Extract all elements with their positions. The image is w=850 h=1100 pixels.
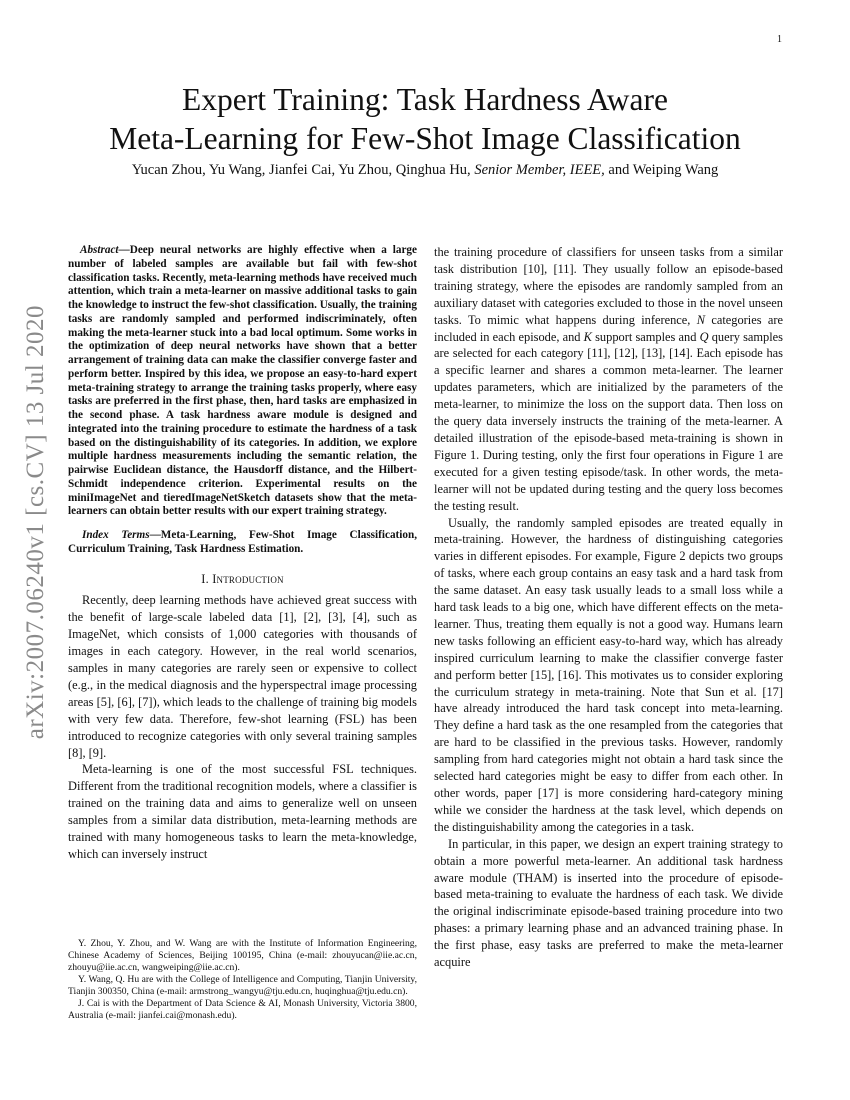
intro-p1-number: 1,000 (228, 627, 257, 642)
abstract-text: —Deep neural networks are highly effective when a large number of labeled samples are available but fail with few-shot classification tasks. Recently, meta-learning methods have received much attention, which train a meta-learner on massive additional tasks to gain the knowledge to instruct the few-shot classification. Usually, the training tasks are randomly sampled and performed indiscriminately, often making the meta-learner stuck into a bad local optimum. Some works in the optimization of deep neural networks have shown that a better arrangement of training data can make the classifier converge faster and perform better. Inspired by this idea, we propose an easy-to-hard expert meta-training strategy to arrange the training tasks properly, where easy tasks are preferred in the first phase, then, hard tasks are emphasized in the second phase. A task hardness aware module is designed and integrated into the training procedure to estimate the hardness of a task based on the distinguishability of its categories. In addition, we explore multiple hardness measurements including the semantic relation, the pairwise Euclidean distance, the Hausdorff distance, and the Hilbert-Schmidt independence criterion. Experimental results on the miniImageNet and tieredImageNetSketch datasets show that the meta-learners can obtain better results with our expert training strategy. (68, 244, 417, 518)
section-heading-introduction (68, 571, 417, 588)
right-p1-text-a: the training procedure of classifiers for unseen tasks from a similar task distribution [10], [11]. They usually follow an episode-based training strategy, where the episodes are randomly sampled from an auxiliary dataset with categories excluded to those in the novel unseen tasks. To mimic what happens during inference, (434, 245, 783, 327)
abstract (68, 244, 417, 519)
footnote-1: Y. Zhou, Y. Zhou, and W. Wang are with the Institute of Information Engineering, Chinese Academy of Sciences, Beijing 100195, China (e-mail: zhouyucan@iie.ac.cn, zhouyu@iie.ac.cn, wangweiping@iie.ac.cn). (68, 938, 417, 973)
page-number: 1 (777, 34, 782, 45)
intro-paragraph-4: In particular, in this paper, we design an expert training strategy to obtain a more powerful meta-learner. An additional task hardness aware module (THAM) is inserted into the procedure of episode-based meta-training to evaluate the hardness of each task. We divide the original indiscriminate episode-based training procedure into two phases: a primary learning phase and an advanced training phase. In the first phase, easy tasks are preferred to make the meta-learner acquire (434, 836, 783, 970)
authors-tail: and Weiping Wang (608, 162, 719, 178)
authors-main: Yucan Zhou, Yu Wang, Jianfei Cai, Yu Zhou, Qinghua Hu, (131, 162, 471, 178)
left-column (68, 244, 417, 863)
arxiv-identifier-stamp: arXiv:2007.06240v1 [cs.CV] 13 Jul 2020 (22, 305, 49, 740)
abstract-label: Abstract (80, 244, 119, 256)
intro-paragraph-3: Usually, the randomly sampled episodes are treated equally in meta-training. However, the hardness of distinguishing categories varies in different episodes. For example, Figure 2 depicts two groups of tasks, where each group contains an easy task and a hard task from the same dataset. An easy task usually leads to a small loss while a hard task leads to a big one, which have different effects on the meta-learner. Thus, treating them equally is not a good way. Humans learn new tasks following an efficient easy-to-hard way, which has already inspired curriculum learning to make the classifier converge faster and perform better [15], [16]. This motivates us to consider exploring the curriculum strategy in meta-training. Note that Sun et al. [17] have already introduced the hard task concept into meta-learning. They define a hard task as the one resampled from the categories that are hard to be classified in the previous tasks. However, randomly sampling from hard categories might not obtain a hard task since the selected hard categories might be easy to differ from each other. In other words, paper [17] is more considering hard-category mining while we consider the hardness at the task level, which depends on the distinguishability among the categories in a task. (434, 515, 783, 834)
right-column (434, 244, 783, 971)
section-number: I. (201, 571, 209, 586)
right-p1-text-d: query samples are selected for each category [11], [12], [13], [14]. Each episode has a specific learner and shares a common meta-learner. The learner updates parameters, which are initialized by the parameters of the meta-learner, to minimize the loss on the support data. Then loss on the query data inversely instructs the training of the meta-learner. A detailed illustration of the episode-based meta-training is shown in Figure 1. During testing, only the first four operations in Figure 1 are executed for a given testing episode/task. In other words, the meta-learner will not be updated during testing and the query loss becomes the testing result. (434, 329, 784, 513)
title-line-2: Meta-Learning for Few-Shot Image Classification (109, 121, 741, 156)
index-terms (68, 529, 417, 557)
author-footnotes (68, 938, 417, 1022)
footnote-3: J. Cai is with the Department of Data Science & AI, Monash University, Victoria 3800, Australia (e-mail: jianfei.cai@monash.edu). (68, 998, 417, 1021)
intro-p1-text-b: categories with thousands of images in each category. However, in the real world scenarios, samples in many categories are rarely seen or expensive to collect (e.g., in the medical diagnosis and the hyperspectral image processing areas [5], [6], [7]), which leads to the challenge of training big models with very few data. Therefore, few-shot learning (FSL) has been introduced to recognize categories with only several training samples [8], [9]. (68, 627, 418, 760)
math-var-q: Q (699, 329, 709, 344)
footnote-2: Y. Wang, Q. Hu are with the College of Intelligence and Computing, Tianjin University, Tianjin 300350, China (e-mail: armstrong_wangyu@tju.edu.cn, huqinghua@tju.edu.cn). (68, 974, 417, 997)
math-var-n: N (696, 312, 705, 327)
math-var-k: K (583, 329, 592, 344)
intro-p1-text-a: Recently, deep learning methods have achieved great success with the benefit of large-scale labeled data [1], [2], [3], [4], such as ImageNet, which consists of (68, 593, 417, 642)
index-terms-text: —Meta-Learning, Few-Shot Image Classification, Curriculum Training, Task Hardness Estimation. (68, 529, 417, 555)
author-list (60, 162, 790, 179)
right-p1-text-b: categories are included in each episode, and (434, 312, 784, 344)
index-terms-label: Index Terms (82, 529, 150, 541)
right-p1-text-c: support samples and (591, 329, 700, 344)
authors-role: Senior Member, IEEE, (474, 162, 605, 178)
intro-paragraph-continued (434, 244, 783, 515)
section-title: Introduction (212, 571, 284, 586)
intro-paragraph-2: Meta-learning is one of the most successful FSL techniques. Different from the traditional recognition models, where a classifier is trained on the training data and aims to generalize well on unseen samples from a similar data distribution, meta-learning methods are trained with many homogeneous tasks to learn the meta-knowledge, which can inversely instruct (68, 762, 417, 861)
paper-title (60, 80, 790, 158)
intro-paragraph-1 (68, 592, 417, 761)
title-line-1: Expert Training: Task Hardness Aware (181, 82, 668, 117)
